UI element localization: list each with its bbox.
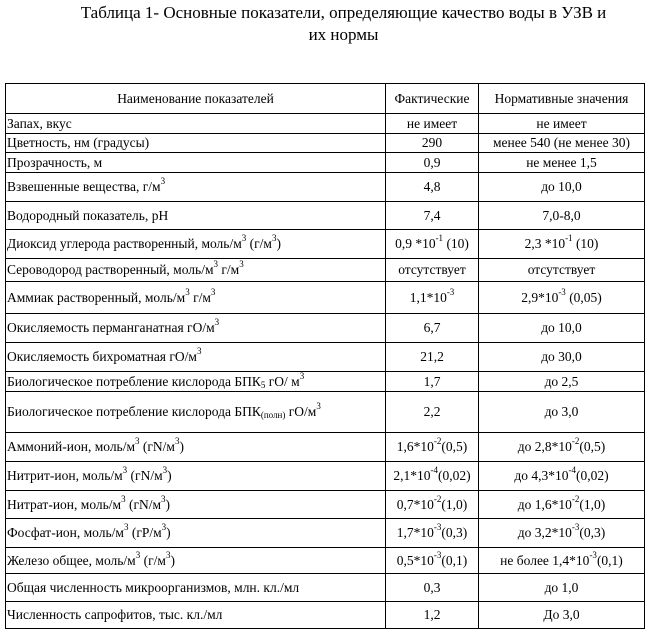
table-row (6, 372, 645, 392)
text: (г/м (246, 236, 272, 251)
indicator-name (6, 392, 386, 433)
text: 7,0-8,0 (542, 207, 581, 223)
text: 2,1*10 (393, 468, 431, 483)
superscript: 3 (299, 371, 305, 381)
text: отсутствует (398, 262, 466, 277)
indicator-name (6, 372, 386, 392)
text: до 10,0 (541, 179, 582, 194)
table-row (6, 519, 645, 548)
indicator-name (6, 433, 386, 462)
superscript: 3 (210, 286, 216, 297)
text: 1,2 (423, 607, 441, 622)
text: г/м (189, 289, 211, 305)
text: 1,6*10 (396, 439, 434, 454)
text: (0,5) (441, 439, 468, 454)
text: Окисляемость бихроматная гО/м (7, 349, 197, 364)
text: до 3,2*10 (517, 525, 572, 540)
text: гО/ м (265, 373, 300, 389)
actual-value (386, 282, 479, 314)
text: (0,02) (438, 468, 471, 483)
text: 0,3 (423, 579, 441, 595)
superscript: 3 (196, 346, 202, 356)
norm-value (479, 462, 645, 491)
norm-value (479, 519, 645, 548)
text: Запах, вкус (7, 115, 72, 131)
norm-value (479, 491, 645, 519)
text: 0,9 *10 (395, 236, 436, 251)
text: Нитрит-ион, моль/м (7, 468, 123, 483)
superscript: -2 (433, 493, 442, 504)
text: (гN/м (125, 496, 162, 512)
text: не имеет (536, 115, 587, 131)
superscript: -1 (565, 233, 573, 243)
indicator-name (6, 343, 386, 372)
table-row (6, 392, 645, 433)
norm-value (479, 392, 645, 433)
text: до 1,6*10 (517, 496, 572, 512)
table-row (6, 433, 645, 462)
actual-value (386, 491, 479, 519)
text: Сероводород растворенный, моль/м (7, 262, 214, 277)
superscript: 3 (123, 522, 129, 532)
text: Взвешенные вещества, г/м (7, 179, 161, 194)
superscript: 3 (213, 259, 218, 269)
indicator-name (6, 173, 386, 202)
text: 6,7 (423, 320, 441, 335)
text: 1,7 (423, 373, 441, 389)
table-row (6, 602, 645, 629)
text: до 2,5 (544, 373, 579, 389)
text: 4,8 (423, 179, 441, 194)
text: (10) (572, 236, 599, 251)
actual-value (386, 202, 479, 230)
superscript: 3 (271, 233, 277, 243)
text: до 3,0 (544, 404, 579, 419)
actual-value (386, 114, 479, 134)
text: ) (179, 439, 184, 454)
text: Нитрат-ион, моль/м (7, 496, 122, 512)
text: ) (167, 468, 172, 483)
actual-value (386, 602, 479, 629)
norm-value (479, 114, 645, 134)
superscript: -3 (433, 522, 442, 532)
superscript: -3 (558, 286, 566, 297)
text: (0,02) (576, 468, 609, 483)
text: 2,3 *10 (524, 236, 566, 251)
norm-value (479, 259, 645, 282)
superscript: 3 (185, 286, 190, 297)
text: Окисляемость перманганатная гО/м (7, 320, 215, 335)
superscript: 3 (161, 493, 166, 504)
caption-line-2: их нормы (308, 25, 379, 44)
text: Диоксид углерода растворенный, моль/м (7, 236, 242, 251)
text: (0,5) (579, 439, 606, 454)
indicator-name (6, 574, 386, 602)
table-row (6, 202, 645, 230)
norm-value (479, 548, 645, 574)
norm-value (479, 343, 645, 372)
text: До 3,0 (543, 607, 580, 622)
norm-value (479, 372, 645, 392)
text: не более 1,4*10 (500, 552, 590, 568)
text: Численность сапрофитов, тыс. кл./мл (7, 607, 223, 622)
text: Фосфат-ион, моль/м (7, 525, 124, 540)
text: 0,7*10 (396, 496, 434, 512)
text: ) (170, 552, 175, 568)
text: (гP/м (128, 525, 162, 540)
subscript: (полн) (260, 410, 286, 420)
actual-value (386, 314, 479, 343)
subscript: 5 (260, 379, 266, 390)
norm-value (479, 134, 645, 153)
table-row (6, 314, 645, 343)
text: отсутствует (527, 262, 596, 277)
table-row (6, 574, 645, 602)
superscript: -3 (571, 522, 580, 532)
text: гО/м (285, 404, 317, 419)
actual-value (386, 259, 479, 282)
norm-value (479, 173, 645, 202)
text: 0,9 (423, 154, 441, 170)
norm-value (479, 153, 645, 173)
actual-value (386, 519, 479, 548)
actual-value (386, 574, 479, 602)
superscript: -4 (430, 465, 438, 475)
indicator-name (6, 548, 386, 574)
indicator-name (6, 314, 386, 343)
text: (1,0) (579, 496, 606, 512)
superscript: -3 (433, 549, 442, 560)
text: 290 (421, 135, 443, 150)
text: (1,0) (441, 496, 468, 512)
text: (10) (443, 236, 469, 251)
text: Биологическое потребление кислорода БПК (7, 373, 261, 389)
table-row (6, 153, 645, 173)
superscript: 3 (239, 259, 244, 269)
table-row (6, 491, 645, 519)
text: (0,3) (579, 525, 606, 540)
actual-value (386, 392, 479, 433)
superscript: 3 (160, 176, 166, 186)
text: ) (166, 525, 171, 540)
norm-value (479, 282, 645, 314)
superscript: 3 (162, 465, 168, 475)
indicator-name (6, 519, 386, 548)
text: (0,3) (441, 525, 468, 540)
text: 2,2 (423, 404, 441, 419)
superscript: -2 (433, 436, 442, 446)
table-row (6, 548, 645, 574)
text: (гN/м (139, 439, 175, 454)
text: (0,05) (565, 289, 602, 305)
superscript: -2 (571, 436, 580, 446)
table-row (6, 114, 645, 134)
text: 0,5*10 (396, 552, 434, 568)
indicator-name (6, 259, 386, 282)
text: (0,1) (596, 552, 623, 568)
superscript: 3 (316, 401, 321, 411)
text: ) (276, 236, 281, 251)
text: 1,1*10 (409, 289, 447, 305)
superscript: -2 (571, 493, 580, 504)
header-name: Наименование показателей (6, 84, 386, 114)
indicator-name (6, 602, 386, 629)
superscript: 3 (174, 436, 180, 446)
indicator-name (6, 202, 386, 230)
text: до 2,8*10 (517, 439, 572, 454)
superscript: 3 (165, 549, 171, 560)
text: не имеет (406, 115, 458, 131)
actual-value (386, 548, 479, 574)
water-quality-table (5, 83, 645, 629)
superscript: 3 (122, 465, 128, 475)
text: до 4,3*10 (514, 468, 569, 483)
norm-value (479, 230, 645, 259)
superscript: 3 (135, 436, 140, 446)
text: до 10,0 (541, 320, 582, 335)
norm-value (479, 574, 645, 602)
actual-value (386, 153, 479, 173)
text: г/м (217, 262, 240, 277)
table-row (6, 282, 645, 314)
norm-value (479, 602, 645, 629)
text: Цветность, нм (градусы) (7, 135, 150, 150)
text: (0,1) (441, 552, 468, 568)
text: 7,4 (423, 207, 441, 223)
indicator-name (6, 462, 386, 491)
text: Водородный показатель, pH (7, 207, 169, 223)
superscript: -4 (568, 465, 576, 475)
actual-value (386, 230, 479, 259)
text: не менее 1,5 (526, 154, 597, 170)
text: менее 540 (не менее 30) (493, 135, 630, 150)
superscript: -3 (446, 286, 455, 297)
text: 21,2 (420, 349, 444, 364)
actual-value (386, 173, 479, 202)
actual-value (386, 343, 479, 372)
indicator-name (6, 134, 386, 153)
indicator-name (6, 230, 386, 259)
text: до 30,0 (541, 349, 582, 364)
header-actual: Фактические (386, 84, 479, 114)
caption-line-1: Таблица 1- Основные показатели, определяющие качество воды в УЗВ и (80, 3, 607, 22)
text: Прозрачность, м (7, 154, 103, 170)
actual-value (386, 134, 479, 153)
indicator-name (6, 282, 386, 314)
norm-value (479, 433, 645, 462)
actual-value (386, 372, 479, 392)
indicator-name (6, 114, 386, 134)
header-row (6, 84, 645, 114)
indicator-name (6, 491, 386, 519)
norm-value (479, 202, 645, 230)
actual-value (386, 462, 479, 491)
text: Аммиак растворенный, моль/м (7, 289, 186, 305)
table-caption (0, 2, 647, 46)
text: 1,7*10 (396, 525, 434, 540)
superscript: 3 (214, 317, 220, 327)
table-row (6, 259, 645, 282)
norm-value (479, 314, 645, 343)
superscript: 3 (241, 233, 247, 243)
text: (гN/м (127, 468, 163, 483)
table-row (6, 134, 645, 153)
superscript: 3 (135, 549, 141, 560)
indicator-name (6, 153, 386, 173)
table-row (6, 343, 645, 372)
text: Железо общее, моль/м (7, 552, 136, 568)
table-row (6, 462, 645, 491)
table-row (6, 230, 645, 259)
text: Биологическое потребление кислорода БПК (7, 404, 261, 419)
text: Аммоний-ион, моль/м (7, 439, 136, 454)
actual-value (386, 433, 479, 462)
text: до 1,0 (544, 579, 579, 595)
text: Общая численность микроорганизмов, млн. кл./мл (7, 579, 300, 595)
superscript: 3 (161, 522, 167, 532)
header-norm: Нормативные значения (479, 84, 645, 114)
table-row (6, 173, 645, 202)
text: 2,9*10 (521, 289, 559, 305)
superscript: -1 (435, 233, 444, 243)
text: ) (165, 496, 171, 512)
superscript: -3 (589, 549, 597, 560)
superscript: 3 (121, 493, 126, 504)
text: (г/м (140, 552, 166, 568)
